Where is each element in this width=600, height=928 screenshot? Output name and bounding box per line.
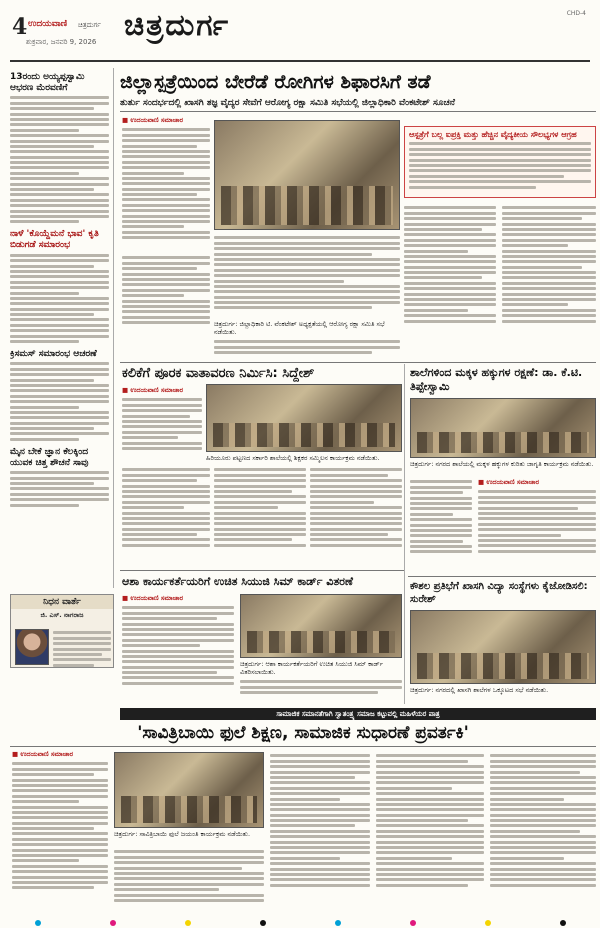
story5-photo (410, 610, 596, 684)
story4-body-col-1 (122, 604, 234, 702)
brief-body (10, 471, 109, 506)
story3-body-col-1 (410, 478, 472, 572)
section-rule (408, 576, 596, 577)
lead-body-col-3 (404, 204, 496, 336)
bottom-body-col-1 (12, 760, 108, 914)
sidebar-headline: ಆಸ್ಪತ್ರೆಗೆ ಬಲ್ಲ ಐಪ್ರಕ್ತಿ ಮತ್ತು ಹೆಚ್ಚಿನ ವೈದ್ಯಕೀಯ ಸೌಲಭ್ಯಗಳ ಆಗ್ರಹ (409, 130, 577, 139)
story2-body-col-4 (310, 466, 402, 566)
left-briefs-column (10, 68, 114, 588)
bottom-strip: ಸಾಮಾಜಿಕ ಸಮಾನತೆಗಾಗಿ ಸ್ವಾತಂತ್ರ್ಯ ಸಮಾಜ ಕಟ್ಟುವಲ್ಲಿ ಮಹಿಳೆಯರ ಪಾತ್ರ (120, 708, 596, 720)
lead-sidebar (404, 126, 596, 198)
bottom-body-col-3 (270, 752, 370, 914)
brief-headline: 13ರಂದು ಅಯ್ಯಪ್ಪಸ್ವಾಮಿ ಆಭರಣ ಮೆರವಣಿಗೆ (10, 72, 85, 93)
yellow-dot-icon (185, 920, 191, 926)
black-dot-icon (260, 920, 266, 926)
story3-byline: ■ ಉದಯವಾಣಿ ಸಮಾಚಾರ (478, 478, 540, 486)
obituary-name: ಜಿ. ಎಸ್. ನಾಗರಾಜ (40, 611, 84, 619)
bottom-byline: ■ ಉದಯವಾಣಿ ಸಮಾಚಾರ (12, 750, 74, 758)
story5-headline: ಕೌಶಲ ಪ್ರತಿಭೆಗೆ ಖಾಸಗಿ ವಿದ್ಯಾ ಸಂಸ್ಥೆಗಳು ಕೈಜೋಡಿಸಲಿ: ಸುರೇಶ್ (410, 581, 588, 605)
story5-caption: ಚಿತ್ರದುರ್ಗ: ನಗರದಲ್ಲಿ ಖಾಸಗಿ ಶಾಲೆಗಳ ಒಕ್ಕೂಟದ ಸಭೆ ನಡೆಯಿತು. (410, 686, 549, 694)
brief-body (10, 254, 109, 343)
lead-body-col-4 (502, 204, 596, 336)
bottom-body-col-2 (114, 848, 264, 914)
story3-photo (410, 398, 596, 458)
paper-name: ಉದಯವಾಣಿ (28, 19, 68, 29)
story2-caption: ಹಿರಿಯೂರು ಪಟ್ಟಣದ ಸರ್ಕಾರಿ ಶಾಲೆಯಲ್ಲಿ ಶಿಕ್ಷಕರ ಸಮ್ಮಿಲನ ಕಾರ್ಯಕ್ರಮ ನಡೆಯಿತು. (206, 454, 380, 462)
lead-byline: ■ ಉದಯವಾಣಿ ಸಮಾಚಾರ (122, 116, 184, 124)
black-dot-icon (560, 920, 566, 926)
story3-headline: ಶಾಲೆಗಳಿಂದ ಮಕ್ಕಳ ಹಕ್ಕುಗಳ ರಕ್ಷಣೆ: ಡಾ. ಕೆ.ಟಿ. ತಿಪ್ಪೇಸ್ವಾಮಿ (410, 366, 583, 393)
story4-body-col-2 (240, 678, 402, 702)
story4-byline: ■ ಉದಯವಾಣಿ ಸಮಾಚಾರ (122, 594, 184, 602)
page-header (0, 0, 600, 62)
story2-byline: ■ ಉದಯವಾಣಿ ಸಮಾಚಾರ (122, 386, 184, 394)
magenta-dot-icon (110, 920, 116, 926)
story4-photo (240, 594, 402, 658)
brief-headline: ಕ್ರಿಸಮಸ್ ಸಮಾರಂಭ ಆಚರಣೆ (10, 349, 97, 360)
obituary-text (53, 629, 111, 669)
bottom-body-col-4 (376, 752, 484, 914)
cyan-dot-icon (335, 920, 341, 926)
bottom-body-col-5 (490, 752, 596, 914)
story3-body-col-2 (478, 488, 596, 572)
story2-photo (206, 384, 402, 452)
lead-photo-caption: ಚಿತ್ರದುರ್ಗ: ಜಿಲ್ಲಾಧಿಕಾರಿ ಟಿ. ವೆಂಕಟೇಶ್ ಅಧ್ಯಕ್ಷತೆಯಲ್ಲಿ ಆರೋಗ್ಯ ರಕ್ಷಾ ಸಮಿತಿ ಸಭೆ ನಡೆಯಿತು. (214, 320, 385, 336)
obituary-photo (15, 629, 49, 665)
story3-caption: ಚಿತ್ರದುರ್ಗ: ನಗರದ ಶಾಲೆಯಲ್ಲಿ ಮಕ್ಕಳ ಹಕ್ಕುಗಳ ಕುರಿತು ಜಾಗೃತಿ ಕಾರ್ಯಕ್ರಮ ನಡೆಯಿತು. (410, 460, 594, 468)
obituary-box (10, 594, 114, 668)
page-code: CHD-4 (566, 10, 586, 17)
cyan-dot-icon (35, 920, 41, 926)
edition-name: ಚಿತ್ರದುರ್ಗ (78, 21, 101, 29)
brief-headline: ನಾಳೆ 'ಕೊಯ್ದೆಮನೆ ಭಾವ' ಕೃತಿ ಬಿಡುಗಡೆ ಸಮಾರಂಭ (10, 229, 99, 251)
section-title: ಚಿತ್ರದುರ್ಗ (124, 8, 231, 43)
issue-date: ಶುಕ್ರವಾರ, ಜನವರಿ 9, 2026 (26, 38, 97, 46)
yellow-dot-icon (485, 920, 491, 926)
header-rule (10, 60, 590, 62)
magenta-dot-icon (410, 920, 416, 926)
bottom-photo (114, 752, 264, 828)
lead-photo (214, 120, 400, 230)
brief-body (10, 362, 109, 440)
section-rule (120, 362, 596, 363)
obituary-title: ನಿಧನ ವಾರ್ತೆ (11, 595, 113, 609)
story2-headline: ಕಲಿಕೆಗೆ ಪೂರಕ ವಾತಾವರಣ ನಿರ್ಮಿಸಿ: ಸಿದ್ದೇಶ್ (122, 366, 315, 381)
story2-body-col-3 (214, 466, 306, 566)
section-rule (10, 746, 596, 747)
lead-headline: ಜಿಲ್ಲಾಸ್ಪತ್ರೆಯಿಂದ ಬೇರೆಡೆ ರೋಗಿಗಳ ಶಿಫಾರಸಿಗೆ ತಡೆ (120, 71, 431, 93)
column-rule (404, 364, 405, 704)
bottom-headline: 'ಸಾವಿತ್ರಿಬಾಯಿ ಫುಲೆ ಶಿಕ್ಷಣ, ಸಾಮಾಜಿಕ ಸುಧಾರಣೆ ಪ್ರವರ್ತಕಿ' (137, 723, 469, 743)
page-number: 4 (12, 14, 28, 40)
lead-rule (120, 111, 596, 112)
lead-body-col-1b (122, 254, 210, 334)
story2-body-col-2 (122, 466, 210, 566)
lead-body-col-2 (214, 234, 400, 318)
lead-body-col-2b (214, 338, 400, 358)
brief-headline: ಮೈನ ಬೇಕೆ ಜ್ಞಾನ ಕೆಲಕ್ಕಿಂದ ಯುವಕ ಚಿತ್ತ ಶೌಚನೆ ಸಾವು (10, 446, 89, 468)
story4-headline: ಆಶಾ ಕಾರ್ಯಕರ್ತೆಯರಿಗೆ ಉಚಿತ ಸಿಯುಜಿ ಸಿಮ್ ಕಾರ್ಡ್ ವಿತರಣೆ (122, 575, 353, 588)
story4-caption: ಚಿತ್ರದುರ್ಗ: ಆಶಾ ಕಾರ್ಯಕರ್ತೆಯರಿಗೆ ಉಚಿತ ಸಿಯುಜಿ ಸಿಮ್ ಕಾರ್ಡ್ ವಿತರಿಸಲಾಯಿತು. (240, 660, 383, 676)
print-registration-marks (0, 918, 600, 928)
section-rule (120, 570, 404, 571)
lead-body-col-1 (122, 126, 210, 250)
story2-body-col-1 (122, 396, 202, 460)
bottom-caption: ಚಿತ್ರದುರ್ಗ: ಸಾವಿತ್ರಿಬಾಯಿ ಫುಲೆ ಜಯಂತಿ ಕಾರ್ಯಕ್ರಮ ನಡೆಯಿತು. (114, 830, 251, 838)
lead-subhead: ತುರ್ತು ಸಂದರ್ಭದಲ್ಲಿ ಖಾಸಗಿ ತಜ್ಞ ವೈದ್ಯರ ಸೇವೆಗೆ ಆರೋಗ್ಯ ರಕ್ಷಾ ಸಮಿತಿ ಸಭೆಯಲ್ಲಿ ಜಿಲ್ಲಾಧಿಕಾರಿ ವೆಂಕಟೇಶ್ ಸೂಚನೆ (120, 98, 456, 108)
brief-body (10, 96, 109, 223)
